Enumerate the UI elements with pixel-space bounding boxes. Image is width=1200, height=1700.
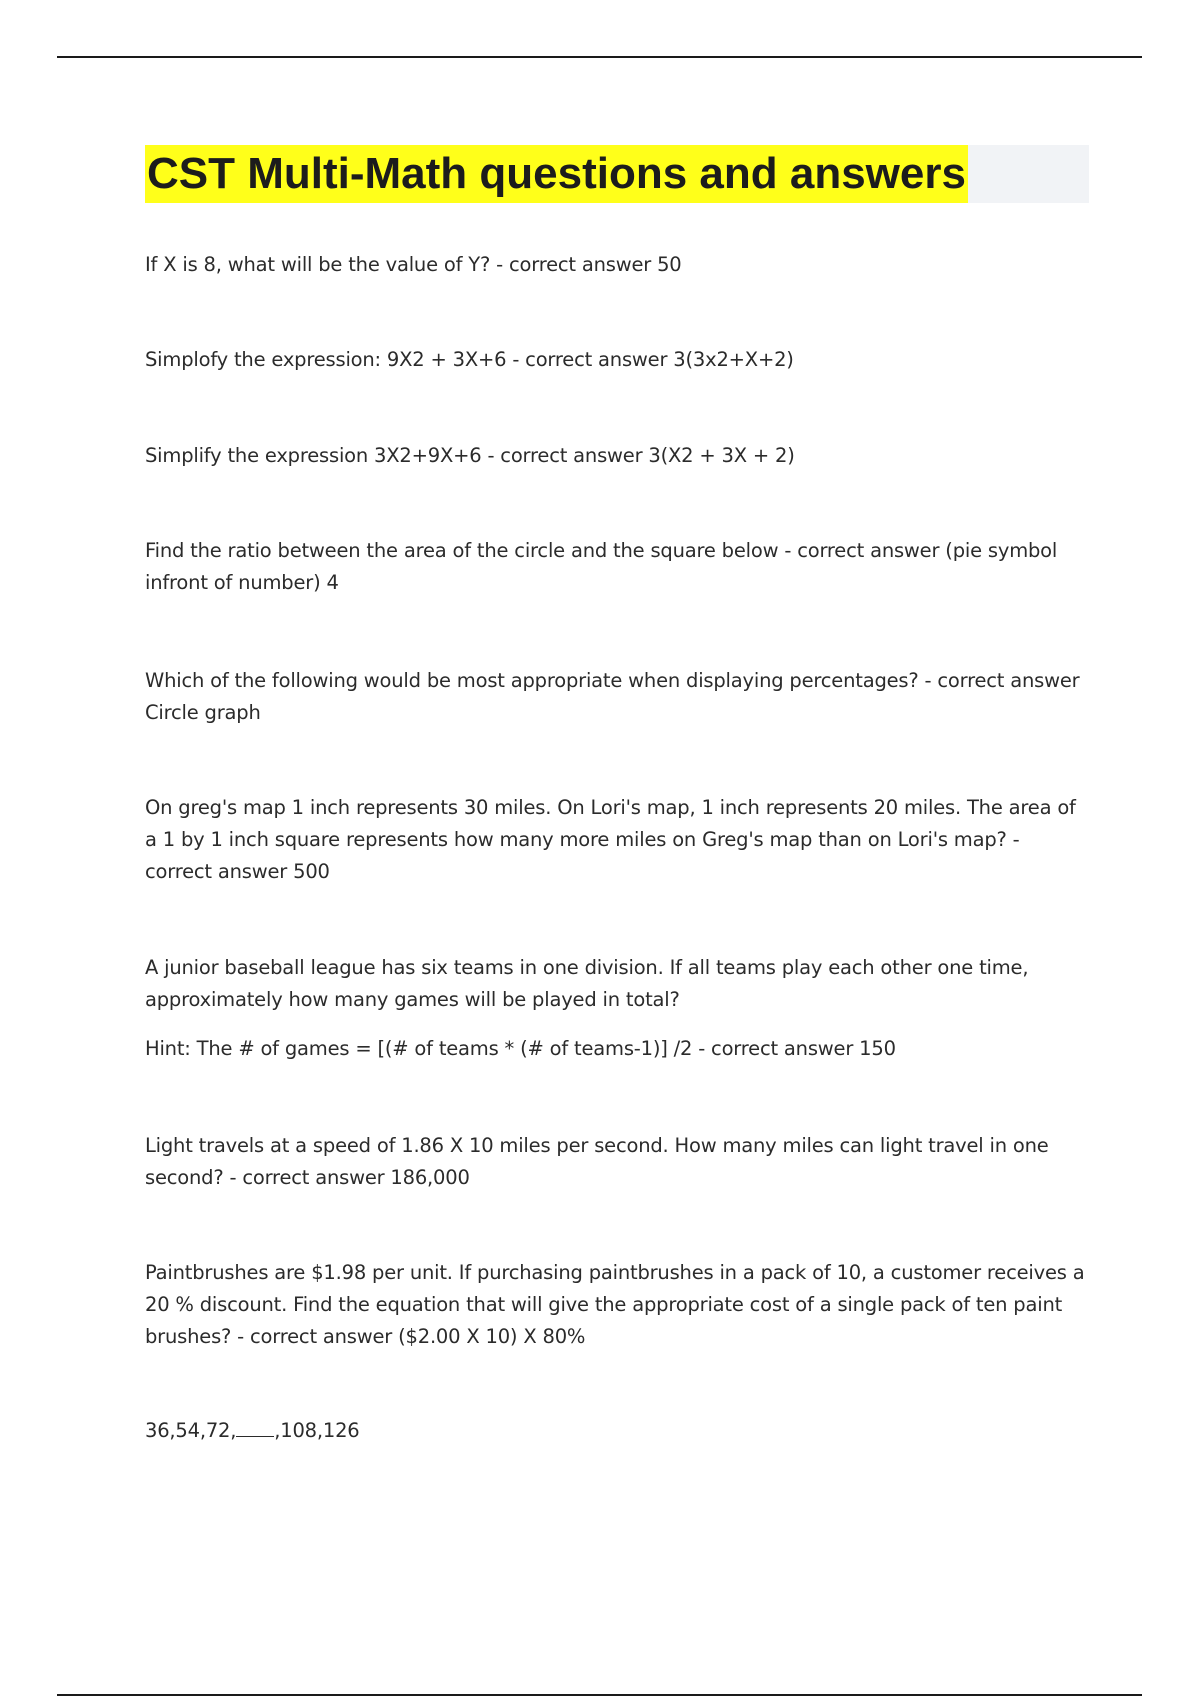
page-title: CST Multi-Math questions and answers [145, 145, 968, 203]
title-bar [145, 145, 1089, 203]
question-item: Light travels at a speed of 1.86 X 10 miles per second. How many miles can light travel in one second? - correct answer 186,000 [145, 1134, 1049, 1189]
question-item: A junior baseball league has six teams in one division. If all teams play each other one time, approximately how many games will be played in total? [145, 956, 1029, 1011]
answer-blank [236, 1422, 274, 1437]
top-rule [57, 56, 1142, 58]
question-item: If X is 8, what will be the value of Y? - correct answer 50 [145, 253, 682, 276]
question-item: Find the ratio between the area of the circle and the square below - correct answer (pie symbol infront of number) 4 [145, 539, 1058, 594]
question-item: Paintbrushes are $1.98 per unit. If purchasing paintbrushes in a pack of 10, a customer receives a 20 % discount. Find the equation that will give the appropriate cost of a single pack of ten paint brushes? - correct answer ($2.00 X 10) X 80% [145, 1261, 1085, 1348]
bottom-rule [57, 1694, 1142, 1696]
sequence-start: 36,54,72, [145, 1419, 237, 1442]
sequence-end: ,108,126 [274, 1419, 360, 1442]
question-item: Simplify the expression 3X2+9X+6 - correct answer 3(X2 + 3X + 2) [145, 444, 795, 467]
sequence-question [145, 1415, 1090, 1447]
question-item: Which of the following would be most appropriate when displaying percentages? - correct answer Circle graph [145, 669, 1080, 724]
question-item: Simplofy the expression: 9X2 + 3X+6 - correct answer 3(3x2+X+2) [145, 348, 794, 371]
question-item: On greg's map 1 inch represents 30 miles. On Lori's map, 1 inch represents 20 miles. The area of a 1 by 1 inch square represents how many more miles on Greg's map than on Lori's map? - correct answer 500 [145, 796, 1076, 883]
hint-line: Hint: The # of games = [(# of teams * (# of teams-1)] /2 - correct answer 150 [145, 1037, 896, 1060]
